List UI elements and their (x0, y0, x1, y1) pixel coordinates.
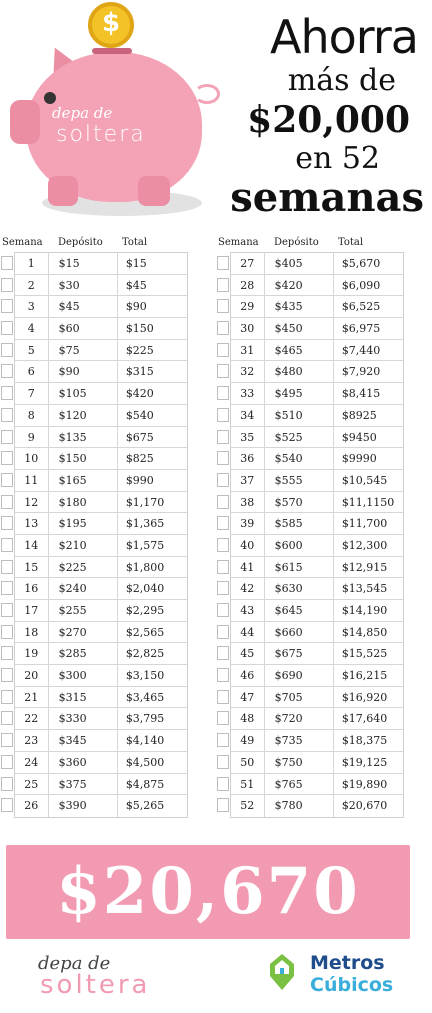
total-cell: $3,795 (125, 712, 165, 726)
week-cell: 17 (15, 600, 49, 621)
week-checkbox[interactable] (217, 516, 229, 530)
column-header-week: Semana (218, 236, 259, 248)
week-cell: 36 (231, 448, 265, 469)
week-cell: 44 (231, 622, 265, 643)
week-checkbox[interactable] (217, 495, 229, 509)
total-cell: $3,465 (125, 690, 165, 704)
week-checkbox[interactable] (217, 451, 229, 465)
pig-snout (10, 100, 40, 144)
table-row (15, 730, 187, 752)
footer-brand-top: depa de (38, 953, 111, 974)
deposit-cell: $570 (265, 492, 334, 513)
week-cell: 11 (15, 470, 49, 491)
week-cell: 16 (15, 578, 49, 599)
total-cell: $12,915 (341, 560, 388, 574)
week-cell: 2 (15, 275, 49, 296)
total-cell: $420 (125, 387, 154, 401)
week-checkbox[interactable] (217, 603, 229, 617)
deposit-cell: $450 (265, 318, 334, 339)
pig-leg (48, 176, 78, 206)
week-checkbox[interactable] (1, 581, 13, 595)
header (0, 0, 432, 228)
week-checkbox[interactable] (1, 625, 13, 639)
total-cell: $15 (125, 257, 147, 270)
deposit-cell: $45 (49, 296, 118, 317)
total-cell: $8925 (341, 408, 377, 422)
deposit-cell: $585 (265, 513, 334, 534)
table-row (15, 600, 187, 622)
table-row (15, 448, 187, 470)
deposit-cell: $225 (49, 557, 118, 578)
week-checkbox[interactable] (1, 516, 13, 530)
deposit-cell: $435 (265, 296, 334, 317)
total-cell: $14,190 (341, 604, 388, 617)
total-cell: $2,295 (125, 604, 165, 617)
table-row (231, 492, 403, 514)
table-row (15, 383, 187, 405)
week-cell: 45 (231, 643, 265, 664)
week-cell: 3 (15, 296, 49, 317)
total-cell: $90 (125, 300, 147, 314)
week-cell: 34 (231, 405, 265, 426)
week-cell: 33 (231, 383, 265, 404)
week-cell: 52 (231, 795, 265, 817)
total-cell: $9450 (341, 430, 377, 444)
deposit-cell: $390 (49, 795, 118, 817)
week-cell: 10 (15, 448, 49, 469)
column-header-week: Semana (2, 236, 43, 248)
total-cell: $18,375 (341, 734, 388, 748)
column-header-total: Total (122, 236, 148, 248)
deposit-cell: $210 (49, 535, 118, 556)
week-checkbox[interactable] (1, 430, 13, 444)
table-row (231, 795, 403, 817)
total-cell: $16,920 (341, 690, 388, 704)
week-cell: 4 (15, 318, 49, 339)
week-cell: 28 (231, 275, 265, 296)
deposit-cell: $105 (49, 383, 118, 404)
table-row (231, 513, 403, 535)
savings-table-left (2, 232, 202, 818)
week-checkbox[interactable] (1, 256, 13, 270)
table-row (231, 774, 403, 796)
table-row (231, 730, 403, 752)
week-checkbox[interactable] (1, 386, 13, 400)
week-checkbox[interactable] (217, 343, 229, 357)
total-cell: $990 (125, 473, 154, 487)
total-cell: $675 (125, 430, 154, 444)
week-checkbox[interactable] (1, 321, 13, 335)
week-checkbox[interactable] (217, 798, 229, 812)
week-cell: 43 (231, 600, 265, 621)
week-checkbox[interactable] (217, 386, 229, 400)
deposit-cell: $615 (265, 557, 334, 578)
week-checkbox[interactable] (217, 755, 229, 769)
total-cell: $825 (125, 452, 154, 466)
week-checkbox[interactable] (217, 408, 229, 422)
week-checkbox[interactable] (217, 321, 229, 335)
deposit-cell: $420 (265, 275, 334, 296)
week-cell: 32 (231, 361, 265, 382)
week-checkbox[interactable] (1, 755, 13, 769)
deposit-cell: $15 (49, 253, 118, 274)
week-cell: 29 (231, 296, 265, 317)
total-cell: $315 (125, 365, 154, 379)
table-row (231, 470, 403, 492)
week-checkbox[interactable] (217, 430, 229, 444)
headline-line-3: $20,000 (247, 99, 410, 141)
week-cell: 41 (231, 557, 265, 578)
deposit-cell: $690 (265, 665, 334, 686)
total-cell: $4,875 (125, 777, 165, 791)
total-cell: $15,525 (341, 647, 388, 661)
table-row (231, 427, 403, 449)
table-row (231, 448, 403, 470)
total-cell: $3,150 (125, 669, 165, 683)
total-cell: $13,545 (341, 582, 388, 596)
table-row (231, 687, 403, 709)
week-cell: 24 (15, 752, 49, 773)
coin-slot (92, 48, 132, 54)
week-checkbox[interactable] (1, 798, 13, 812)
table-row (231, 578, 403, 600)
table-row (15, 578, 187, 600)
total-cell: $4,140 (125, 734, 165, 748)
total-cell: $11,700 (341, 517, 388, 531)
table-row (15, 535, 187, 557)
week-checkbox[interactable] (1, 711, 13, 725)
total-cell: $19,125 (341, 755, 388, 769)
week-checkbox[interactable] (217, 581, 229, 595)
week-checkbox[interactable] (1, 278, 13, 292)
pig-leg (138, 176, 170, 206)
week-cell: 46 (231, 665, 265, 686)
deposit-cell: $375 (49, 774, 118, 795)
total-cell: $7,440 (341, 343, 381, 357)
table-row (231, 318, 403, 340)
week-cell: 12 (15, 492, 49, 513)
table-body (14, 252, 188, 818)
deposit-cell: $30 (49, 275, 118, 296)
total-cell: $7,920 (341, 365, 381, 379)
total-cell: $10,545 (341, 473, 388, 487)
total-cell: $225 (125, 343, 154, 357)
week-cell: 48 (231, 708, 265, 729)
week-cell: 27 (231, 253, 265, 274)
week-cell: 13 (15, 513, 49, 534)
deposit-cell: $150 (49, 448, 118, 469)
table-row (15, 752, 187, 774)
week-cell: 42 (231, 578, 265, 599)
table-row (15, 296, 187, 318)
headline-line-2: más de (287, 63, 396, 98)
deposit-cell: $255 (49, 600, 118, 621)
partner-logo-bottom: Cúbicos (310, 974, 394, 996)
deposit-cell: $165 (49, 470, 118, 491)
table-row (15, 557, 187, 579)
week-checkbox[interactable] (217, 538, 229, 552)
week-cell: 50 (231, 752, 265, 773)
total-cell: $150 (125, 322, 154, 336)
table-row (231, 643, 403, 665)
week-checkbox[interactable] (217, 733, 229, 747)
deposit-cell: $270 (49, 622, 118, 643)
deposit-cell: $645 (265, 600, 334, 621)
table-row (231, 557, 403, 579)
pig-brand-top: depa de (52, 104, 113, 122)
week-checkbox[interactable] (1, 299, 13, 313)
deposit-cell: $360 (49, 752, 118, 773)
week-cell: 21 (15, 687, 49, 708)
table-row (15, 405, 187, 427)
week-cell: 14 (15, 535, 49, 556)
week-checkbox[interactable] (217, 299, 229, 313)
house-pin-icon (268, 952, 296, 992)
week-checkbox[interactable] (1, 408, 13, 422)
week-checkbox[interactable] (1, 451, 13, 465)
table-row (15, 318, 187, 340)
total-cell: $2,565 (125, 625, 165, 639)
deposit-cell: $135 (49, 427, 118, 448)
week-cell: 39 (231, 513, 265, 534)
week-checkbox[interactable] (217, 256, 229, 270)
total-cell: $16,215 (341, 669, 388, 683)
table-row (15, 253, 187, 275)
table-row (15, 622, 187, 644)
table-header (2, 232, 202, 252)
deposit-cell: $675 (265, 643, 334, 664)
pig-eye (44, 92, 56, 104)
table-header (218, 232, 418, 252)
deposit-cell: $510 (265, 405, 334, 426)
week-checkbox[interactable] (217, 646, 229, 660)
table-row (15, 340, 187, 362)
total-cell: $6,090 (341, 278, 381, 292)
deposit-cell: $195 (49, 513, 118, 534)
week-checkbox[interactable] (1, 495, 13, 509)
table-row (231, 535, 403, 557)
total-cell: $2,040 (125, 582, 165, 596)
total-cell: $45 (125, 278, 147, 292)
deposit-cell: $765 (265, 774, 334, 795)
deposit-cell: $240 (49, 578, 118, 599)
week-checkbox[interactable] (217, 364, 229, 378)
total-banner (6, 845, 410, 939)
deposit-cell: $735 (265, 730, 334, 751)
table-row (231, 253, 403, 275)
week-cell: 23 (15, 730, 49, 751)
total-cell: $17,640 (341, 712, 388, 726)
coin-symbol: $ (101, 8, 121, 38)
week-checkbox[interactable] (1, 777, 13, 791)
table-row (231, 340, 403, 362)
total-cell: $14,850 (341, 625, 388, 639)
total-cell: $1,170 (125, 495, 165, 509)
deposit-cell: $525 (265, 427, 334, 448)
table-row (15, 513, 187, 535)
deposit-cell: $60 (49, 318, 118, 339)
headline (168, 10, 424, 221)
total-cell: $2,825 (125, 647, 165, 661)
deposit-cell: $75 (49, 340, 118, 361)
deposit-cell: $600 (265, 535, 334, 556)
deposit-cell: $120 (49, 405, 118, 426)
week-cell: 22 (15, 708, 49, 729)
deposit-cell: $285 (49, 643, 118, 664)
deposit-cell: $720 (265, 708, 334, 729)
table-row (15, 492, 187, 514)
week-checkbox[interactable] (217, 560, 229, 574)
table-row (231, 296, 403, 318)
week-checkbox[interactable] (217, 625, 229, 639)
table-row (15, 774, 187, 796)
total-cell: $1,365 (125, 517, 165, 531)
week-checkbox[interactable] (1, 364, 13, 378)
table-row (231, 405, 403, 427)
week-checkbox[interactable] (1, 538, 13, 552)
deposit-cell: $480 (265, 361, 334, 382)
week-cell: 9 (15, 427, 49, 448)
deposit-cell: $465 (265, 340, 334, 361)
column-header-deposit: Depósito (58, 236, 103, 248)
total-cell: $1,575 (125, 538, 165, 552)
table-row (231, 383, 403, 405)
total-cell: $540 (125, 408, 154, 422)
week-cell: 18 (15, 622, 49, 643)
week-cell: 40 (231, 535, 265, 556)
table-row (15, 795, 187, 817)
deposit-cell: $330 (49, 708, 118, 729)
total-cell: $5,670 (341, 257, 381, 270)
coin-icon (88, 2, 134, 48)
week-cell: 15 (15, 557, 49, 578)
table-row (231, 622, 403, 644)
week-cell: 1 (15, 253, 49, 274)
table-row (15, 643, 187, 665)
deposit-cell: $405 (265, 253, 334, 274)
table-row (231, 600, 403, 622)
week-checkbox[interactable] (1, 668, 13, 682)
week-cell: 25 (15, 774, 49, 795)
week-checkbox[interactable] (217, 711, 229, 725)
table-row (15, 687, 187, 709)
deposit-cell: $315 (49, 687, 118, 708)
week-checkbox[interactable] (217, 668, 229, 682)
total-cell: $12,300 (341, 538, 388, 552)
deposit-cell: $555 (265, 470, 334, 491)
week-cell: 38 (231, 492, 265, 513)
pig-brand-bottom: soltera (56, 122, 146, 147)
deposit-cell: $705 (265, 687, 334, 708)
table-row (231, 275, 403, 297)
week-checkbox[interactable] (217, 690, 229, 704)
table-row (15, 427, 187, 449)
table-row (231, 752, 403, 774)
total-cell: $1,800 (125, 560, 165, 574)
total-cell: $9990 (341, 452, 377, 466)
total-cell: $20,670 (341, 799, 388, 813)
partner-logo-top: Metros (310, 952, 385, 974)
week-checkbox[interactable] (1, 343, 13, 357)
table-row (15, 361, 187, 383)
week-cell: 8 (15, 405, 49, 426)
week-cell: 51 (231, 774, 265, 795)
total-cell: $19,890 (341, 777, 388, 791)
total-cell: $11,1150 (341, 495, 395, 509)
table-row (15, 470, 187, 492)
week-checkbox[interactable] (217, 777, 229, 791)
deposit-cell: $345 (49, 730, 118, 751)
week-checkbox[interactable] (1, 690, 13, 704)
week-cell: 31 (231, 340, 265, 361)
deposit-cell: $540 (265, 448, 334, 469)
week-checkbox[interactable] (1, 560, 13, 574)
week-cell: 30 (231, 318, 265, 339)
deposit-cell: $780 (265, 795, 334, 817)
week-checkbox[interactable] (1, 646, 13, 660)
week-checkbox[interactable] (217, 473, 229, 487)
column-header-total: Total (338, 236, 364, 248)
week-checkbox[interactable] (1, 473, 13, 487)
week-cell: 47 (231, 687, 265, 708)
savings-table-right (218, 232, 418, 818)
week-cell: 7 (15, 383, 49, 404)
week-cell: 26 (15, 795, 49, 817)
week-cell: 35 (231, 427, 265, 448)
table-row (15, 275, 187, 297)
table-row (231, 708, 403, 730)
deposit-cell: $630 (265, 578, 334, 599)
table-row (15, 665, 187, 687)
total-cell: $6,525 (341, 300, 381, 314)
column-header-deposit: Depósito (274, 236, 319, 248)
headline-line-4: en 52 (295, 141, 380, 176)
deposit-cell: $300 (49, 665, 118, 686)
deposit-cell: $90 (49, 361, 118, 382)
total-cell: $8,415 (341, 387, 381, 401)
table-row (231, 665, 403, 687)
week-cell: 20 (15, 665, 49, 686)
week-cell: 19 (15, 643, 49, 664)
table-body (230, 252, 404, 818)
week-checkbox[interactable] (1, 733, 13, 747)
headline-line-5: semanas (230, 174, 424, 221)
week-checkbox[interactable] (1, 603, 13, 617)
table-row (231, 361, 403, 383)
total-cell: $6,975 (341, 322, 381, 336)
deposit-cell: $180 (49, 492, 118, 513)
week-cell: 5 (15, 340, 49, 361)
deposit-cell: $495 (265, 383, 334, 404)
week-checkbox[interactable] (217, 278, 229, 292)
deposit-cell: $750 (265, 752, 334, 773)
total-cell: $4,500 (125, 755, 165, 769)
footer-brand-bottom: soltera (40, 970, 151, 1000)
week-cell: 6 (15, 361, 49, 382)
week-cell: 37 (231, 470, 265, 491)
headline-line-1: Ahorra (270, 10, 418, 64)
table-row (15, 708, 187, 730)
total-cell: $5,265 (125, 799, 165, 813)
total-amount: $20,670 (56, 854, 360, 929)
deposit-cell: $660 (265, 622, 334, 643)
week-cell: 49 (231, 730, 265, 751)
